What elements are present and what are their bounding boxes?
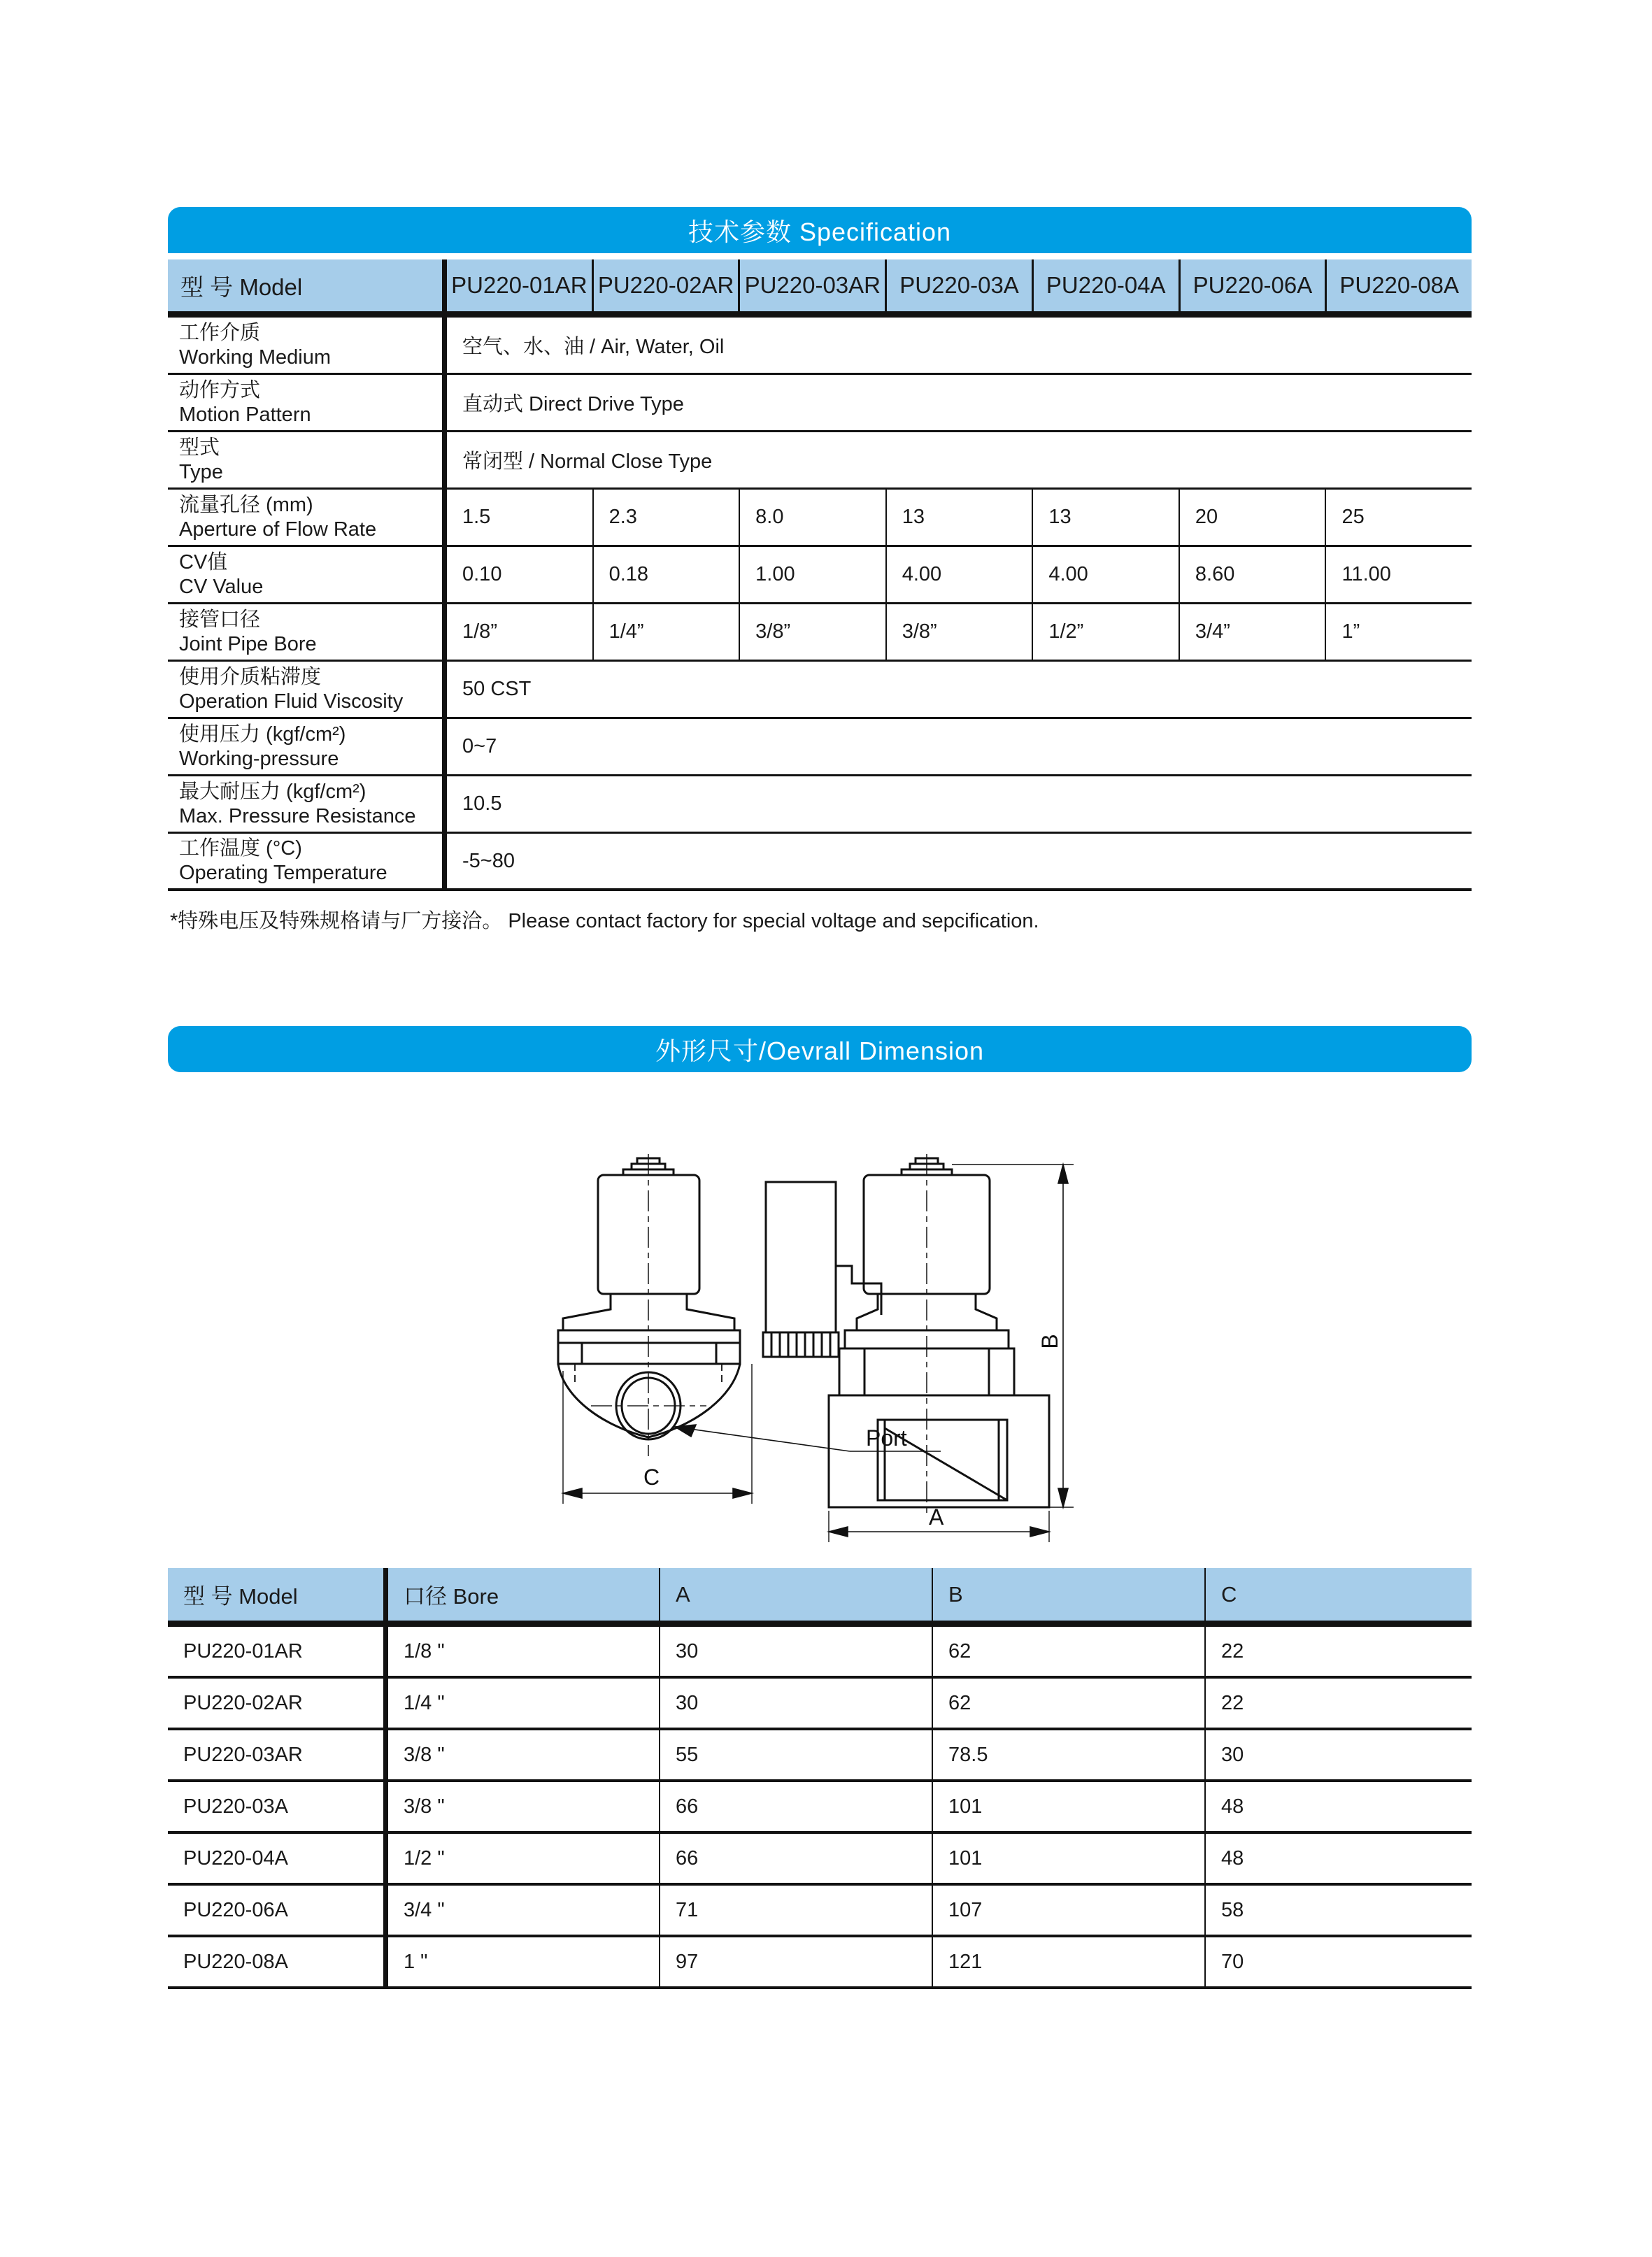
side-view-outline: [763, 1158, 1049, 1507]
spec-cell: 3/4”: [1180, 604, 1327, 660]
dimension-table-cell: PU220-03A: [168, 1782, 388, 1831]
spec-row: [168, 547, 1472, 604]
spec-row-label-en: CV Value: [179, 575, 264, 598]
spec-row-label: [168, 662, 447, 717]
dimension-table-cell: 101: [933, 1834, 1206, 1883]
spec-cell: 8.0: [740, 490, 887, 545]
spec-row-label: [168, 776, 447, 832]
dimension-table-header-cell: 型 号 Model: [168, 1568, 388, 1621]
spec-row-label-en: Aperture of Flow Rate: [179, 518, 377, 541]
dimension-table-header-cell: B: [933, 1568, 1206, 1621]
spec-row-label-zh: 流量孔径 (mm): [179, 493, 313, 516]
spec-section-title: 技术参数 Specification: [688, 217, 952, 246]
spec-cell: 1/8”: [447, 604, 594, 660]
centerlines: [591, 1154, 927, 1518]
dimension-table-cell: 78.5: [933, 1730, 1206, 1779]
spec-row-label: [168, 375, 447, 430]
valve-drawing-svg: [532, 1154, 1091, 1546]
dimension-table-cell: 1/2 ": [388, 1834, 660, 1883]
dimension-table-cell: 121: [933, 1937, 1206, 1986]
dimension-table-cell: PU220-06A: [168, 1886, 388, 1935]
dimension-table-row: [168, 1886, 1472, 1937]
dimension-table-header-cell: A: [660, 1568, 933, 1621]
dimension-table-cell: 1/8 ": [388, 1627, 660, 1676]
spec-cell: 0.10: [447, 547, 594, 602]
dimension-table-row: [168, 1782, 1472, 1834]
dimension-table-cell: 3/8 ": [388, 1730, 660, 1779]
spec-row: [168, 375, 1472, 432]
spec-row: [168, 719, 1472, 776]
dimension-table-cell: 55: [660, 1730, 933, 1779]
spec-model-header-cell: PU220-03AR: [740, 259, 887, 311]
dimension-table-cell: 30: [660, 1679, 933, 1728]
dimension-table-row: [168, 1627, 1472, 1679]
spec-row-label-en: Type: [179, 460, 223, 483]
dimension-table-cell: 1/4 ": [388, 1679, 660, 1728]
spec-cell: 3/8”: [740, 604, 887, 660]
dimension-table-cell: 30: [660, 1627, 933, 1676]
drawing-label-c: C: [643, 1465, 660, 1490]
spec-cell: 20: [1180, 490, 1327, 545]
spec-row-label-zh: 工作温度 (°C): [179, 837, 302, 860]
spec-model-header-cell: PU220-01AR: [447, 259, 594, 311]
spec-cell: 4.00: [1033, 547, 1180, 602]
dimension-table-cell: 62: [933, 1679, 1206, 1728]
spec-footnote: *特殊电压及特殊规格请与厂方接洽。 Please contact factory for special voltage and sepcification.: [170, 910, 1039, 932]
spec-row-value: 常闭型 / Normal Close Type: [462, 450, 713, 473]
spec-section-title-bar: [168, 207, 1472, 253]
drawing-label-b: B: [1037, 1334, 1062, 1349]
dimension-table-cell: 66: [660, 1834, 933, 1883]
front-view-outline: [558, 1158, 740, 1439]
dimension-table-cell: PU220-04A: [168, 1834, 388, 1883]
drawing-label-a: A: [929, 1504, 944, 1530]
spec-row-label-en: Operating Temperature: [179, 862, 387, 884]
spec-row-value: 空气、水、油 / Air, Water, Oil: [462, 336, 725, 358]
dimension-table-cell: 58: [1221, 1898, 1244, 1921]
spec-cell: 13: [1033, 490, 1180, 545]
spec-cell: 8.60: [1180, 547, 1327, 602]
spec-cell: 13: [887, 490, 1034, 545]
dimension-table-cell: 71: [660, 1886, 933, 1935]
dimension-table-header-cell: C: [1221, 1581, 1237, 1607]
dimension-table-row: [168, 1937, 1472, 1989]
drawing-label-port: Port: [866, 1425, 907, 1451]
spec-table-body: [168, 311, 1472, 891]
spec-model-header-label: 型 号 Model: [168, 259, 447, 311]
spec-row-value: 0~7: [462, 735, 497, 757]
spec-row: [168, 604, 1472, 662]
spec-row-label: [168, 719, 447, 774]
spec-row-label-zh: 最大耐压力 (kgf/cm²): [179, 780, 366, 803]
dimension-table-row: [168, 1730, 1472, 1782]
spec-cell: 1.5: [447, 490, 594, 545]
dimension-lines: [563, 1165, 1074, 1542]
spec-cell: 1.00: [740, 547, 887, 602]
spec-row-label-en: Motion Pattern: [179, 403, 311, 426]
dimension-table-cell: PU220-01AR: [168, 1627, 388, 1676]
spec-row-label: [168, 490, 447, 545]
spec-row-value: -5~80: [462, 849, 515, 872]
dimension-section-title-bar: [168, 1026, 1472, 1072]
spec-row-label-zh: 型式: [179, 436, 220, 459]
spec-row-label: [168, 432, 447, 487]
dimension-table-row: [168, 1834, 1472, 1886]
dimension-table-cell: 30: [1221, 1743, 1244, 1766]
spec-row-label-en: Max. Pressure Resistance: [179, 804, 416, 827]
dimension-table-cell: 107: [933, 1886, 1206, 1935]
spec-cell: 0.18: [594, 547, 741, 602]
spec-model-header-cell: PU220-04A: [1034, 259, 1181, 311]
spec-row: [168, 834, 1472, 891]
spec-row-label: [168, 604, 447, 660]
spec-row: [168, 776, 1472, 834]
spec-model-header-cell: PU220-06A: [1181, 259, 1327, 311]
dimension-table-cell: 70: [1221, 1950, 1244, 1973]
dimension-table-cell: 101: [933, 1782, 1206, 1831]
spec-cell: 1”: [1341, 620, 1360, 643]
dimension-table-cell: 22: [1221, 1691, 1244, 1714]
dimension-table: [168, 1568, 1472, 1989]
spec-model-header-cell: PU220-03A: [887, 259, 1034, 311]
dimension-table-cell: PU220-08A: [168, 1937, 388, 1986]
spec-row-label: [168, 318, 447, 373]
spec-row-label-en: Working Medium: [179, 346, 332, 369]
spec-row-label-zh: 使用压力 (kgf/cm²): [179, 722, 346, 746]
spec-row-label: [168, 547, 447, 602]
dimension-table-cell: PU220-02AR: [168, 1679, 388, 1728]
spec-model-header-cell: PU220-02AR: [594, 259, 741, 311]
spec-row-label-zh: CV值: [179, 550, 228, 574]
spec-row-value: 50 CST: [462, 678, 532, 700]
dimension-table-cell: 66: [660, 1782, 933, 1831]
spec-model-header-row: [168, 259, 1472, 311]
spec-cell: 1/2”: [1033, 604, 1180, 660]
valve-technical-drawing: [532, 1154, 1091, 1546]
dimension-table-cell: 48: [1221, 1795, 1244, 1818]
dimension-table-cell: 97: [660, 1937, 933, 1986]
spec-model-header-cell: PU220-08A: [1339, 272, 1459, 298]
dimension-table-cell: 1 ": [388, 1937, 660, 1986]
spec-row-label-zh: 工作介质: [179, 321, 261, 344]
dimension-table-cell: 48: [1221, 1846, 1244, 1870]
spec-row-label: [168, 834, 447, 888]
spec-row-value: 直动式 Direct Drive Type: [462, 393, 684, 415]
spec-row-label-en: Joint Pipe Bore: [179, 632, 317, 655]
spec-row-label-zh: 接管口径: [179, 608, 261, 631]
spec-cell: 3/8”: [887, 604, 1034, 660]
spec-cell: 1/4”: [594, 604, 741, 660]
dimension-section-title: 外形尺寸/Oevrall Dimension: [655, 1036, 985, 1065]
spec-cell: 25: [1341, 506, 1365, 528]
spec-cell: 11.00: [1341, 563, 1391, 585]
spec-cell: 4.00: [887, 547, 1034, 602]
spec-row-label-en: Operation Fluid Viscosity: [179, 690, 404, 713]
dimension-table-row: [168, 1679, 1472, 1730]
dimension-table-header-cell: 口径 Bore: [388, 1568, 660, 1621]
dimension-table-header-row: [168, 1568, 1472, 1627]
spec-row: [168, 490, 1472, 547]
dimension-table-cell: 3/8 ": [388, 1782, 660, 1831]
dimension-table-cell: 22: [1221, 1639, 1244, 1663]
dimension-table-cell: 62: [933, 1627, 1206, 1676]
dimension-table-cell: 3/4 ": [388, 1886, 660, 1935]
spec-cell: 2.3: [594, 490, 741, 545]
spec-row: [168, 318, 1472, 375]
spec-row-label-en: Working-pressure: [179, 747, 339, 770]
dimension-table-cell: PU220-03AR: [168, 1730, 388, 1779]
spec-row-value: 10.5: [462, 792, 502, 815]
spec-row: [168, 432, 1472, 490]
spec-row-label-zh: 使用介质粘滞度: [179, 665, 322, 688]
spec-row: [168, 662, 1472, 719]
spec-row-label-zh: 动作方式: [179, 378, 261, 401]
